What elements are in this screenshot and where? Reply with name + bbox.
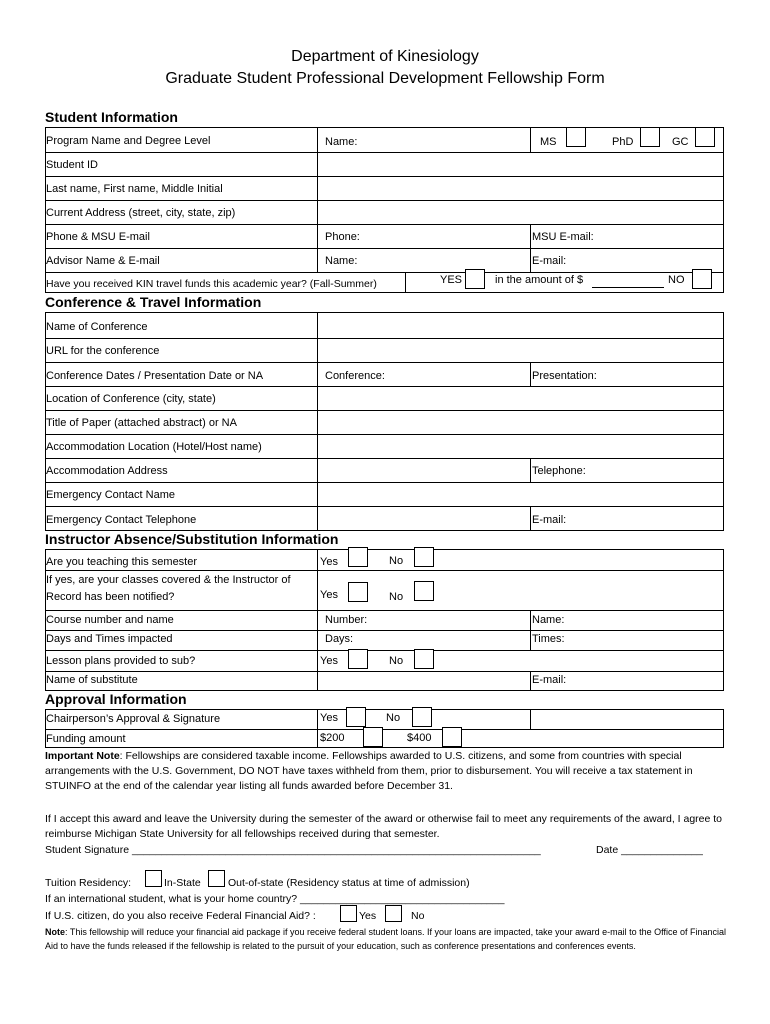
covered-no-label: No bbox=[389, 591, 404, 603]
advisor-email-label: E-mail: bbox=[532, 255, 567, 267]
approval-yes-checkbox[interactable] bbox=[346, 707, 366, 727]
kin-yes-label: YES bbox=[440, 274, 463, 286]
chair-approval-label: Chairperson’s Approval & Signature bbox=[46, 713, 221, 725]
covered-yes-checkbox[interactable] bbox=[348, 582, 368, 602]
conference-field-label: Conference: bbox=[325, 370, 385, 382]
conference-dates-label: Conference Dates / Presentation Date or NA bbox=[46, 370, 264, 382]
section-conference-travel: Conference & Travel Information bbox=[45, 294, 262, 310]
funding-200-checkbox[interactable] bbox=[363, 727, 383, 747]
funding-400-checkbox[interactable] bbox=[442, 727, 462, 747]
conference-url-label: URL for the conference bbox=[46, 345, 160, 357]
conference-location-label: Location of Conference (city, state) bbox=[46, 393, 216, 405]
section-student-information: Student Information bbox=[45, 109, 178, 125]
substitute-email-label: E-mail: bbox=[532, 674, 567, 686]
tuition-residency-label: Tuition Residency: bbox=[45, 877, 131, 889]
lesson-no-label: No bbox=[389, 655, 404, 667]
approval-no-label: No bbox=[386, 712, 401, 724]
instate-label: In-State bbox=[164, 877, 201, 889]
teaching-yes-checkbox[interactable] bbox=[348, 547, 368, 567]
approval-yes-label: Yes bbox=[320, 712, 338, 724]
covered-yes-label: Yes bbox=[320, 589, 338, 601]
student-id-label: Student ID bbox=[46, 159, 98, 171]
course-name-label: Name: bbox=[532, 614, 565, 626]
kin-amount-label: in the amount of $ bbox=[495, 274, 584, 286]
outstate-label: Out-of-state (Residency status at time of admission) bbox=[228, 877, 470, 889]
kin-yes-checkbox[interactable] bbox=[465, 269, 485, 289]
aid-yes-label: Yes bbox=[359, 910, 377, 922]
address-label: Current Address (street, city, state, zip) bbox=[46, 207, 236, 219]
kin-no-checkbox[interactable] bbox=[692, 269, 712, 289]
financial-aid-note: Note: This fellowship will reduce your financial aid package if you receive federal student loans. If your loans are impacted, take your award e-mail to the Office of Financial Aid to have the funds released if the fellowship is related to the pursuit of your education, such as conference presentations and conferences events. bbox=[45, 927, 727, 951]
lesson-yes-label: Yes bbox=[320, 655, 338, 667]
teaching-no-label: No bbox=[389, 555, 404, 567]
emergency-phone-label: Emergency Contact Telephone bbox=[46, 514, 197, 526]
course-number-label: Number: bbox=[325, 614, 368, 626]
section-approval: Approval Information bbox=[45, 691, 187, 707]
student-signature-line[interactable]: Student Signature ______________________________________________________________________ bbox=[45, 844, 541, 856]
gc-label: GC bbox=[672, 136, 689, 148]
funding-200-label: $200 bbox=[320, 732, 345, 744]
phone-field-label: Phone: bbox=[325, 231, 360, 243]
reimbursement-statement: If I accept this award and leave the University during the semester of the award or otherwise fail to meet any requirements of the award, I agree to reimburse Michigan State University for all fellowships received during that semester. bbox=[45, 813, 723, 840]
phone-email-label: Phone & MSU E-mail bbox=[46, 231, 150, 243]
signature-date-line[interactable]: Date ______________ bbox=[596, 844, 703, 856]
msu-email-field-label: MSU E-mail: bbox=[532, 231, 594, 243]
funding-amount-label: Funding amount bbox=[46, 733, 126, 745]
kin-funds-question: Have you received KIN travel funds this academic year? (Fall-Summer) bbox=[46, 278, 377, 290]
teaching-no-checkbox[interactable] bbox=[414, 547, 434, 567]
home-country-line[interactable]: If an international student, what is your home country? ___________________________________ bbox=[45, 893, 505, 905]
substitute-label: Name of substitute bbox=[46, 674, 138, 686]
federal-aid-question: If U.S. citizen, do you also receive Federal Financial Aid? : bbox=[45, 910, 316, 922]
name-label: Name: bbox=[325, 136, 358, 148]
program-label: Program Name and Degree Level bbox=[46, 135, 211, 147]
paper-title-label: Title of Paper (attached abstract) or NA bbox=[46, 417, 237, 429]
covered-question-line1: If yes, are your classes covered & the Instructor of bbox=[46, 574, 291, 586]
emergency-email-label: E-mail: bbox=[532, 514, 567, 526]
accommodation-location-label: Accommodation Location (Hotel/Host name) bbox=[46, 441, 262, 453]
phd-checkbox[interactable] bbox=[640, 127, 660, 147]
lesson-no-checkbox[interactable] bbox=[414, 649, 434, 669]
teaching-yes-label: Yes bbox=[320, 556, 338, 568]
instate-checkbox[interactable] bbox=[145, 870, 162, 887]
kin-amount-underline[interactable] bbox=[592, 287, 664, 288]
kin-no-label: NO bbox=[668, 274, 685, 286]
days-field-label: Days: bbox=[325, 633, 354, 645]
aid-yes-checkbox[interactable] bbox=[340, 905, 357, 922]
presentation-field-label: Presentation: bbox=[532, 370, 597, 382]
emergency-name-label: Emergency Contact Name bbox=[46, 489, 175, 501]
conference-name-label: Name of Conference bbox=[46, 321, 148, 333]
advisor-label: Advisor Name & E-mail bbox=[46, 255, 160, 267]
advisor-name-label: Name: bbox=[325, 255, 358, 267]
covered-no-checkbox[interactable] bbox=[414, 581, 434, 601]
covered-question-line2: Record has been notified? bbox=[46, 591, 175, 603]
days-times-label: Days and Times impacted bbox=[46, 633, 173, 645]
department-title: Department of Kinesiology bbox=[291, 48, 479, 65]
important-note: Important Note: Fellowships are considered taxable income. Fellowships awarded to U.S. citizens, and some from countries with special arrangements with the U.S. Government, DO NOT have taxes withheld from them, prior to disbursement. You will receive a tax statement in STUINFO at the end of the calendar year listing all funds awarded before December 31. bbox=[45, 750, 693, 792]
lesson-plans-question: Lesson plans provided to sub? bbox=[46, 655, 196, 667]
lesson-yes-checkbox[interactable] bbox=[348, 649, 368, 669]
aid-no-label: No bbox=[411, 910, 425, 922]
ms-checkbox[interactable] bbox=[566, 127, 586, 147]
course-label: Course number and name bbox=[46, 614, 174, 626]
gc-checkbox[interactable] bbox=[695, 127, 715, 147]
form-title: Graduate Student Professional Development Fellowship Form bbox=[165, 70, 605, 87]
outstate-checkbox[interactable] bbox=[208, 870, 225, 887]
section-instructor-absence: Instructor Absence/Substitution Information bbox=[45, 531, 339, 547]
aid-no-checkbox[interactable] bbox=[385, 905, 402, 922]
last-first-label: Last name, First name, Middle Initial bbox=[46, 183, 223, 195]
phd-label: PhD bbox=[612, 136, 634, 148]
approval-no-checkbox[interactable] bbox=[412, 707, 432, 727]
funding-400-label: $400 bbox=[407, 732, 432, 744]
accommodation-address-label: Accommodation Address bbox=[46, 465, 168, 477]
ms-label: MS bbox=[540, 136, 557, 148]
telephone-field-label: Telephone: bbox=[532, 465, 586, 477]
times-field-label: Times: bbox=[532, 633, 565, 645]
teaching-question: Are you teaching this semester bbox=[46, 556, 198, 568]
